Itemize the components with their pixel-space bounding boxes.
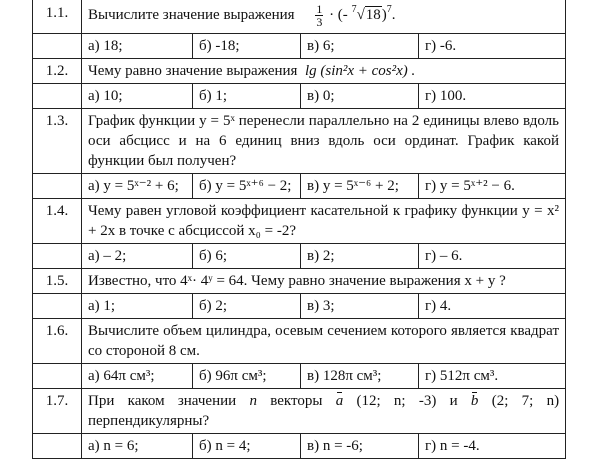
option-c[interactable]: в) n = -6; — [300, 434, 418, 458]
option-b[interactable]: б) 6; — [192, 244, 300, 268]
question-number: 1.7. — [33, 389, 82, 434]
options-row — [33, 174, 566, 199]
vector-b: b — [470, 393, 479, 409]
question-text: Известно, что 4ˣ· 4ʸ = 64. Чему равно значение выражения x + y ? — [82, 269, 566, 294]
question-row — [33, 319, 566, 364]
fraction: $\frac{1}{3}$ — [316, 2, 323, 29]
options-row — [33, 244, 566, 269]
option-b[interactable]: б) 96π см³; — [192, 364, 300, 388]
option-a[interactable]: а) 18; — [88, 38, 123, 54]
option-d[interactable]: г) – 6. — [418, 244, 565, 268]
option-c[interactable]: в) 6; — [300, 34, 418, 58]
root-sign: √ — [356, 6, 365, 23]
option-d[interactable]: г) n = -4. — [418, 434, 565, 458]
option-a[interactable]: а) 64π см³; — [88, 368, 155, 384]
question-number: 1.5. — [33, 269, 82, 294]
option-c[interactable]: в) 2; — [300, 244, 418, 268]
question-number: 1.3. — [33, 109, 82, 174]
question-row — [33, 59, 566, 84]
question-text: При каком значении n векторы a (12; n; -3) и b (2; 7; n) перпендикулярны? — [82, 389, 566, 434]
option-a[interactable]: а) 10; — [88, 88, 123, 104]
option-d[interactable]: г) 512π см³. — [418, 364, 565, 388]
option-b[interactable]: б) 1; — [192, 84, 300, 108]
option-b[interactable]: б) n = 4; — [192, 434, 300, 458]
option-a[interactable]: а) 1; — [88, 298, 116, 314]
question-text: Вычислите значение выражения $\frac{1}{3}$ · (- $^7$√18)$^7$. — [82, 0, 566, 34]
option-c[interactable]: в) y = 5ˣ⁻⁶ + 2; — [300, 174, 418, 198]
question-row — [33, 0, 566, 34]
options-row — [33, 84, 566, 109]
question-number: 1.1. — [33, 0, 82, 34]
option-d[interactable]: г) -6. — [418, 34, 565, 58]
option-a[interactable]: а) y = 5ˣ⁻² + 6; — [88, 178, 179, 194]
question-row — [33, 389, 566, 434]
option-d[interactable]: г) 100. — [418, 84, 565, 108]
question-row — [33, 199, 566, 244]
option-d[interactable]: г) 4. — [418, 294, 565, 318]
option-d[interactable]: г) y = 5ˣ⁺² − 6. — [418, 174, 565, 198]
question-text: График функции y = 5ˣ перенесли параллельно на 2 единицы влево вдоль оси абсцисс и на 6 единиц вниз вдоль оси ординат. График какой функции был получен? — [82, 109, 566, 174]
question-row — [33, 109, 566, 174]
question-text: Чему равно значение выражения lg (sin²x + cos²x) . — [82, 59, 566, 84]
option-b[interactable]: б) y = 5ˣ⁺⁶ − 2; — [192, 174, 300, 198]
option-c[interactable]: в) 3; — [300, 294, 418, 318]
option-b[interactable]: б) -18; — [192, 34, 300, 58]
option-a[interactable]: а) – 2; — [88, 248, 127, 264]
question-number: 1.6. — [33, 319, 82, 364]
options-row — [33, 364, 566, 389]
question-text: Чему равен угловой коэффициент касательной к графику функции y = x² + 2x в точке с абсциссой x₀ = -2? — [82, 199, 566, 244]
option-b[interactable]: б) 2; — [192, 294, 300, 318]
question-text: Вычислите объем цилиндра, осевым сечением которого является квадрат со стороной 8 см. — [82, 319, 566, 364]
option-c[interactable]: в) 128π см³; — [300, 364, 418, 388]
options-row — [33, 34, 566, 59]
question-number: 1.4. — [33, 199, 82, 244]
question-number: 1.2. — [33, 59, 82, 84]
options-row — [33, 294, 566, 319]
option-c[interactable]: в) 0; — [300, 84, 418, 108]
test-table — [32, 0, 566, 459]
vector-a: a — [335, 393, 344, 409]
options-row — [33, 434, 566, 459]
option-a[interactable]: а) n = 6; — [88, 438, 139, 454]
question-row — [33, 269, 566, 294]
